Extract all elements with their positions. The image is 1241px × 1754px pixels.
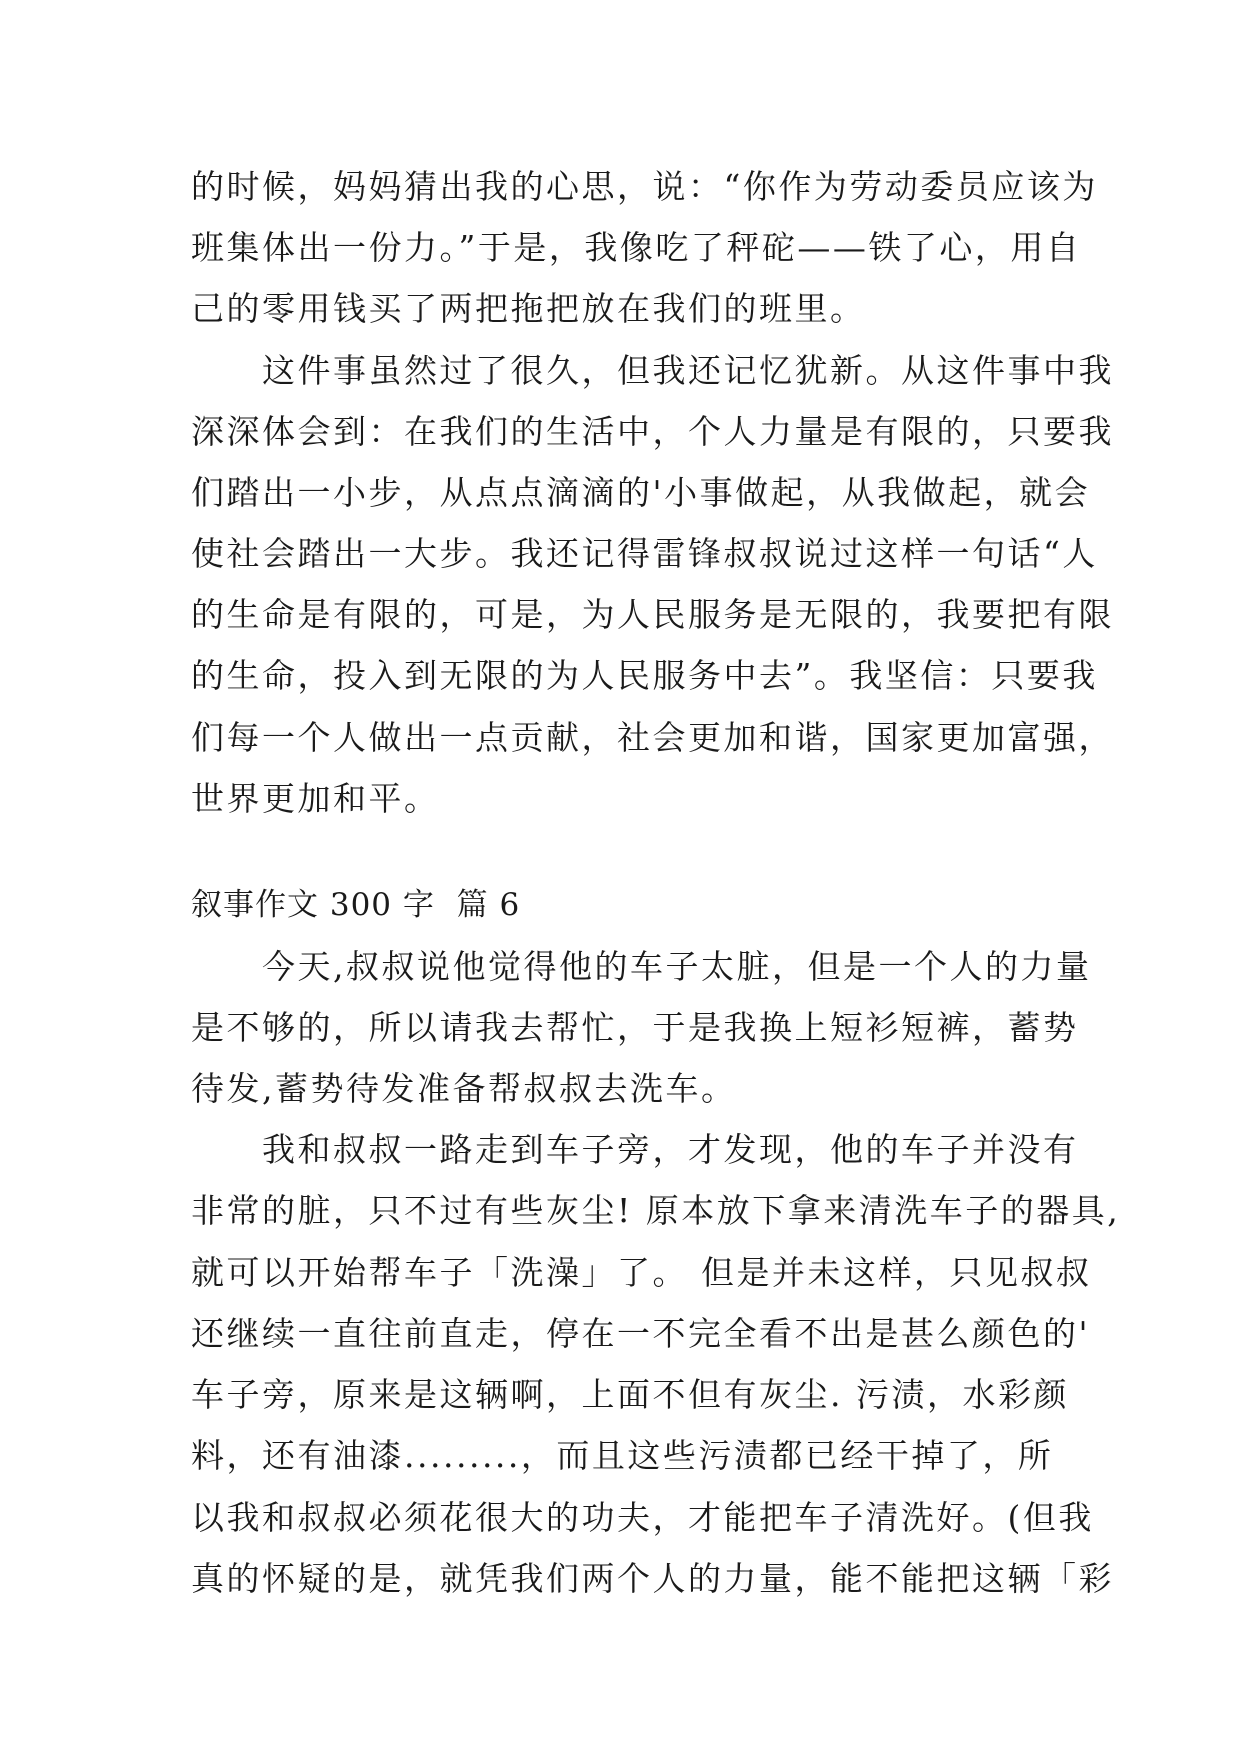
paragraph-line: 今天,叔叔说他觉得他的车子太脏，但是一个人的力量 [191, 947, 1092, 986]
paragraph-line: 车子旁，原来是这辆啊，上面不但有灰尘. 污渍，水彩颜 [191, 1375, 1069, 1414]
paragraph-line: 使社会踏出一大步。我还记得雷锋叔叔说过这样一句话“人 [191, 534, 1098, 573]
paragraph-line: 非常的脏，只不过有些灰尘! 原本放下拿来清洗车子的器具, [191, 1191, 1121, 1230]
paragraph-line: 深深体会到：在我们的生活中，个人力量是有限的，只要我 [191, 412, 1114, 451]
paragraph-line: 以我和叔叔必须花很大的功夫，才能把车子清洗好。(但我 [191, 1498, 1094, 1537]
section-heading: 叙事作文 300 字 篇 6 [191, 887, 521, 923]
paragraph-line: 们每一个人做出一点贡献，社会更加和谐，国家更加富强， [191, 718, 1114, 757]
paragraph-line: 我和叔叔一路走到车子旁，才发现，他的车子并没有 [191, 1130, 1079, 1169]
paragraph-line: 们踏出一小步，从点点滴滴的'小事做起，从我做起，就会 [191, 473, 1091, 512]
paragraph-line: 待发,蓄势待发准备帮叔叔去洗车。 [191, 1069, 737, 1108]
paragraph-line: 班集体出一份力。”于是，我像吃了秤砣——铁了心，用自 [191, 228, 1082, 267]
paragraph-line: 世界更加和平。 [191, 779, 440, 818]
paragraph-line: 就可以开始帮车子「洗澡」了。 但是并未这样，只见叔叔 [191, 1253, 1092, 1292]
paragraph-line: 是不够的，所以请我去帮忙，于是我换上短衫短裤，蓄势 [191, 1008, 1079, 1047]
paragraph-line: 的时候，妈妈猜出我的心思，说：“你作为劳动委员应该为 [191, 167, 1098, 206]
paragraph-line: 料，还有油漆.........，而且这些污渍都已经干掉了，所 [191, 1436, 1054, 1475]
paragraph-line: 这件事虽然过了很久，但我还记忆犹新。从这件事中我 [191, 351, 1114, 390]
paragraph-line: 的生命，投入到无限的为人民服务中去”。我坚信：只要我 [191, 656, 1098, 695]
paragraph-line: 还继续一直往前直走，停在一不完全看不出是甚么颜色的' [191, 1314, 1091, 1353]
paragraph-line: 的生命是有限的，可是，为人民服务是无限的，我要把有限 [191, 595, 1114, 634]
paragraph-line: 真的怀疑的是，就凭我们两个人的力量，能不能把这辆「彩 [191, 1559, 1114, 1598]
paragraph-line: 己的零用钱买了两把拖把放在我们的班里。 [191, 289, 866, 328]
